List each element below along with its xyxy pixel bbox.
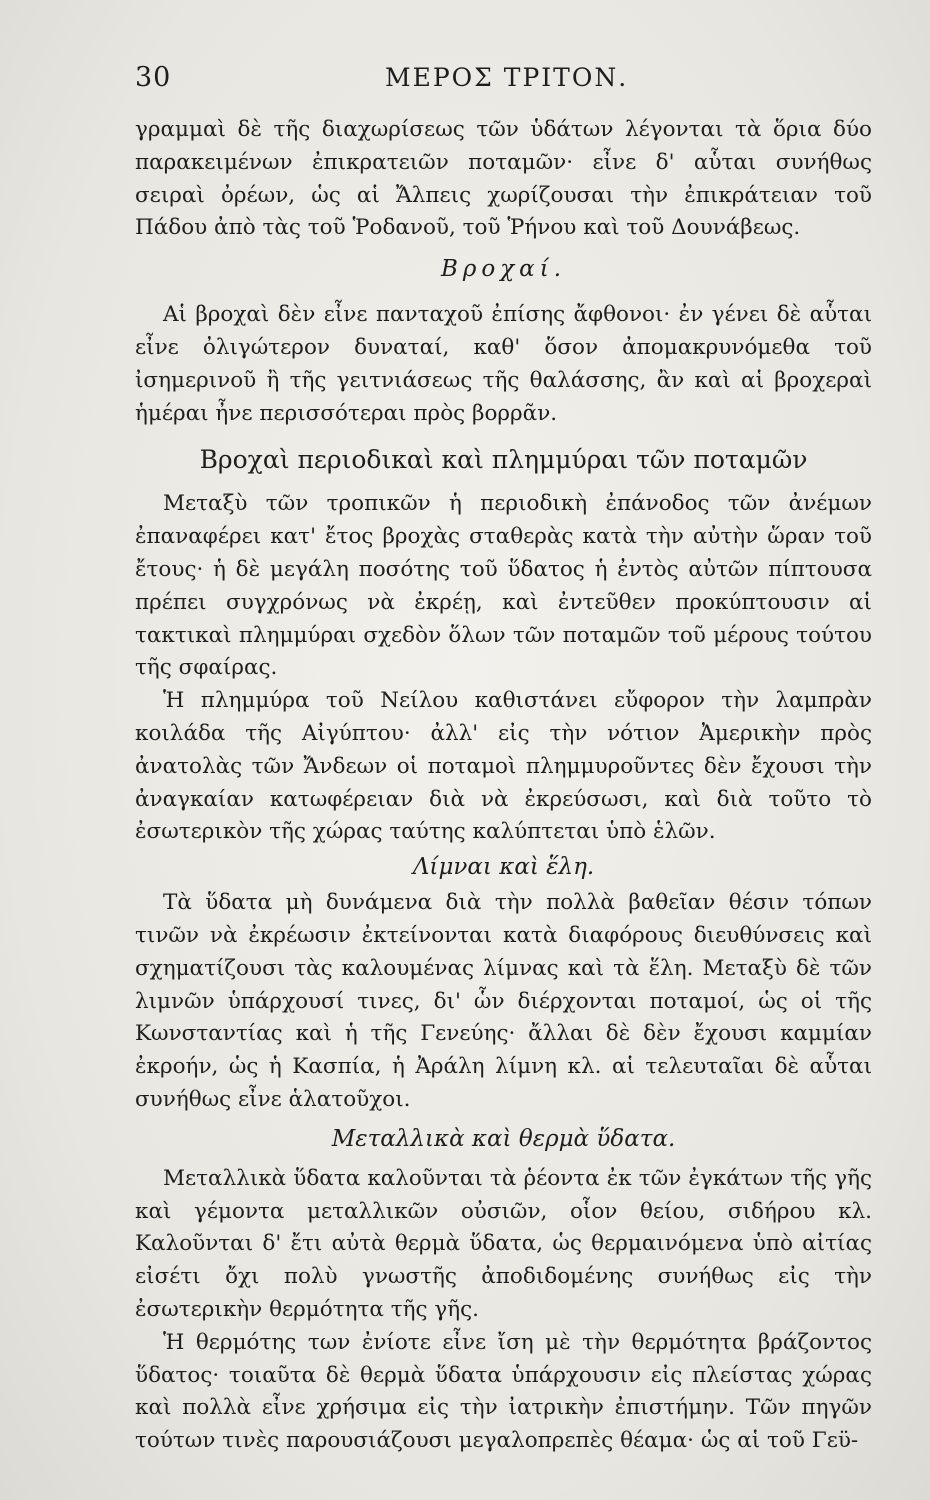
paragraph-lakes: Τὰ ὕδατα μὴ δυνάμενα διὰ τὴν πολλὰ βαθεῖαν θέσιν τόπων τινῶν νὰ ἐκρέωσιν ἐκτείνονται κατὰ διαφόρους διευθύνσεις καὶ σχηματίζουσι τὰς καλουμένας λίμνας καὶ τὰ ἕλη. Μεταξὺ δὲ τῶν λιμνῶν ὑπάρχουσί τινες, δι' ὧν διέρχονται ποταμοί, ὡς οἱ τῆς Κωνσταντίας καὶ ἡ τῆς Γενεύης· ἄλλαι δὲ δὲν ἔχουσι καμμίαν ἐκροήν, ὡς ἡ Κασπία, ἡ Ἀράλη λίμνη κλ. αἱ τελευταῖαι δὲ αὗται συνήθως εἶνε ἁλατοῦχοι.	[135, 890, 872, 1112]
paragraph-thermal-waters: Ἡ θερμότης των ἐνίοτε εἶνε ἴση μὲ τὴν θερμότητα βράζοντος ὕδατος· τοιαῦτα δὲ θερμὰ ὕδατα ὑπάρχουσιν εἰς πλείστας χώρας καὶ πολλὰ εἶνε χρήσιμα εἰς τὴν ἰατρικὴν ἐπιστήμην. Τῶν πηγῶν τούτων τινὲς παρουσιάζουσι μεγαλοπρεπὲς θέαμα· ὡς αἱ τοῦ Γεϋ-	[135, 1329, 872, 1454]
part-title: ΜΕΡΟΣ ΤΡΙΤΟΝ.	[385, 63, 629, 92]
paragraph-nile-flood: Ἡ πλημμύρα τοῦ Νείλου καθιστάνει εὔφορον τὴν λαμπρὰν κοιλάδα τῆς Αἰγύπτου· ἀλλ' εἰς τὴν νότιον Ἀμερικὴν πρὸς ἀνατολὰς τῶν Ἄνδεων οἱ ποταμοὶ πλημμυροῦντες δὲν ἔχουσι τὴν ἀναγκαίαν κατωφέρειαν διὰ νὰ ἐκρεύσωσι, καὶ διὰ τοῦτο τὸ ἐσωτερικὸν τῆς χώρας ταύτης καλύπτεται ὑπὸ ἑλῶν.	[135, 688, 872, 845]
paragraph-rains: Αἱ βροχαὶ δὲν εἶνε πανταχοῦ ἐπίσης ἄφθονοι· ἐν γένει δὲ αὗται εἶνε ὀλιγώτερον δυναταί, καθ' ὅσον ἀπομακρυνόμεθα τοῦ ἰσημερινοῦ ἢ τῆς γειτνιάσεως τῆς θαλάσσης, ἂν καὶ αἱ βροχεραὶ ἡμέραι ἦνε περισσότεραι πρὸς βορρᾶν.	[135, 302, 872, 426]
page-number: 30	[135, 62, 172, 93]
section-heading-mineral-waters: Μεταλλικὰ καὶ θερμὰ ὕδατα.	[331, 1125, 676, 1152]
running-head	[135, 62, 872, 102]
section-heading-periodic-rains: Βροχαὶ περιοδικαὶ καὶ πλημμύραι τῶν ποταμῶν	[199, 445, 808, 475]
paragraph-mineral-waters: Μεταλλικὰ ὕδατα καλοῦνται τὰ ῥέοντα ἐκ τῶν ἐγκάτων τῆς γῆς καὶ γέμοντα μεταλλικῶν οὐσιῶν, οἷον θείου, σιδήρου κλ. Καλοῦνται δ' ἔτι αὐτὰ θερμὰ ὕδατα, ὡς θερμαινόμενα ὑπὸ αἰτίας εἰσέτι ὄχι πολὺ γνωστῆς ἀποδιδομένης συνήθως εἰς τὴν ἐσωτερικὴν θερμότητα τῆς γῆς.	[135, 1165, 872, 1322]
paragraph-periodic-rains: Μεταξὺ τῶν τροπικῶν ἡ περιοδικὴ ἐπάνοδος τῶν ἀνέμων ἐπαναφέρει κατ' ἔτος βροχὰς σταθερὰς κατὰ τὴν αὐτὴν ὥραν τοῦ ἔτους· ἡ δὲ μεγάλη ποσότης τοῦ ὕδατος ἡ ἐντὸς αὐτῶν πίπτουσα πρέπει συγχρόνως νὰ ἐκρέῃ, καὶ ἐντεῦθεν προκύπτουσιν αἱ τακτικαὶ πλημμύραι σχεδὸν ὅλων τῶν ποταμῶν τοῦ μέρους τούτου τῆς σφαίρας.	[135, 491, 872, 681]
paragraph-watershed: γραμμαὶ δὲ τῆς διαχωρίσεως τῶν ὑδάτων λέγονται τὰ ὅρια δύο παρακειμένων ἐπικρατειῶν ποταμῶν· εἶνε δ' αὗται συνήθως σειραὶ ὀρέων, ὡς αἱ Ἄλπεις χωρίζουσαι τὴν ἐπικράτειαν τοῦ Πάδου ἀπὸ τὰς τοῦ Ῥοδανοῦ, τοῦ Ῥήνου καὶ τοῦ Δουνάβεως.	[135, 117, 872, 241]
section-heading-lakes: Λίμναι καὶ ἕλη.	[412, 854, 595, 881]
section-heading-rains: Βροχαί.	[440, 256, 567, 283]
